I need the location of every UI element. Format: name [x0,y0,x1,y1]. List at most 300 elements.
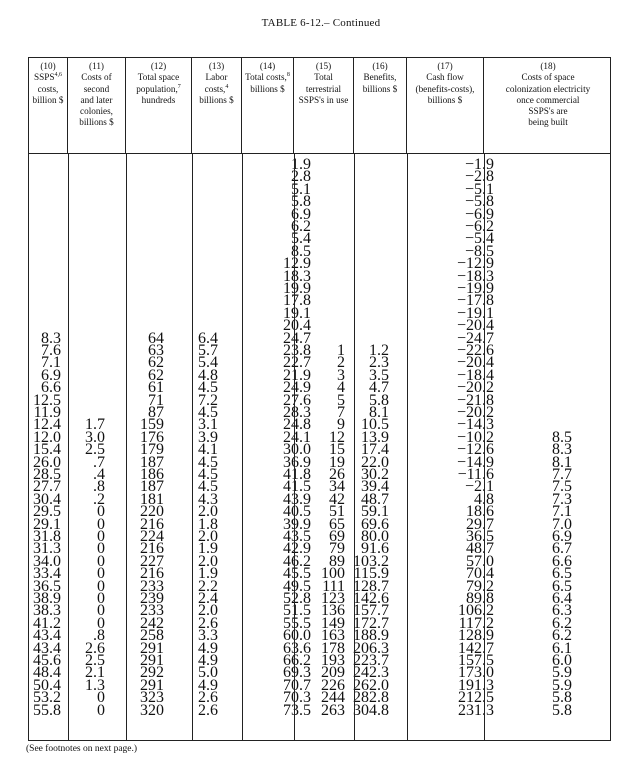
col17-cell: 36.5 [466,528,494,545]
col17-cell: −20.2 [456,404,494,421]
col18-cell: 6.4 [552,590,572,607]
col12-cell: 291 [140,676,164,694]
col17-cell: −21.8 [456,391,494,409]
col14-cell: 49.5 [283,577,311,595]
column-label-line: costs,$^4$ [204,83,229,94]
col12-cell: 63 [148,342,164,359]
col15-cell: 7 [337,404,345,421]
col10-cell: 38.9 [33,590,61,607]
col13-cell: 2.0 [198,503,218,521]
col10-cell: 31.8 [33,528,61,545]
col14-cell: 27.6 [283,391,311,409]
footnote-ref: 4,6 [54,72,62,79]
col12-cell: 216 [140,540,164,558]
col17-cell: 57.0 [466,552,494,570]
col16-cell: 13.9 [361,428,389,446]
col15-cell: 89 [329,552,345,570]
column-number: (18) [540,61,556,71]
col15-cell: 123 [321,590,345,607]
col14-cell: 18.3 [283,267,311,285]
col17-cell: 79.2 [466,577,494,595]
col13-cell: 3.1 [198,416,218,434]
col18-cell: 8.1 [552,453,572,471]
col10-cell: 30.4 [33,490,61,508]
col17-cell: −20.4 [456,354,494,372]
col12-cell: 176 [140,428,164,446]
col11-cell: 1.7 [85,416,105,434]
col17-cell: −17.8 [456,292,494,310]
col10-cell: 41.2 [33,614,61,632]
col14-cell: 23.8 [283,342,311,359]
col12-cell: 258 [140,627,164,645]
col14-cell: 2.8 [291,168,311,186]
col15-cell: 149 [321,614,345,632]
col12-cell: 187 [140,478,164,496]
footnote-ref: 8 [286,72,290,79]
col15-cell: 193 [321,652,345,669]
col10-cell: 12.5 [33,391,61,409]
col13-cell: 1.9 [198,565,218,583]
col15-cell: 79 [329,540,345,558]
col17-cell: −5.1 [464,180,494,198]
col12-cell: 61 [148,379,164,397]
col16-cell: 262.0 [353,676,389,694]
column-divider [192,153,193,740]
column-header-16 [354,58,407,153]
col15-cell: 26 [329,466,345,483]
column-number: (16) [372,61,388,71]
col10-cell: 27.7 [33,478,61,496]
col13-cell: 4.5 [198,478,218,496]
col17-cell: 231.3 [458,701,494,719]
col12-cell: 159 [140,416,164,434]
col16-cell: 282.8 [353,689,389,707]
col17-cell: −18.4 [456,366,494,384]
col17-cell: −12.9 [456,255,494,273]
column-number: (13) [208,61,225,71]
col17-cell: −22.6 [456,342,494,359]
col11-cell: 0 [97,515,105,533]
col16-cell: 22.0 [361,453,389,471]
col15-cell: 65 [329,515,345,533]
col17-cell: −6.9 [464,205,494,223]
col10-cell: 33.4 [33,565,61,583]
col16-cell: 2.3 [369,354,389,372]
col14-cell: 24.9 [283,379,311,397]
column-label-line: billions $ [427,94,463,105]
col15-cell: 5 [337,391,345,409]
col16-cell: 172.7 [353,614,389,632]
col16-cell: 206.3 [353,639,389,657]
col12-cell: 320 [140,701,164,719]
col11-cell: 0 [97,528,105,545]
col13-cell: 2.4 [198,590,218,607]
col18-cell: 6.1 [552,639,572,657]
col11-cell: 0 [97,540,105,558]
col18-cell: 6.2 [552,614,572,632]
col17-cell: 212.5 [458,689,494,707]
table-title: TABLE 6-12.– Continued [261,17,381,29]
col16-cell: 39.4 [361,478,389,496]
col18-cell: 6.7 [552,540,572,558]
col14-cell: 52.8 [283,590,311,607]
column-label-line: (benefits-costs), [415,83,475,94]
col14-cell: 45.5 [283,565,311,583]
col10-cell: 12.0 [33,428,61,446]
col17-cell: −14.3 [456,416,494,434]
col17-cell: 48.7 [466,540,494,558]
col13-cell: 4.5 [198,466,218,483]
col14-cell: 55.5 [283,614,311,632]
column-label-line: billions $ [250,83,285,94]
col12-cell: 239 [140,590,164,607]
col17-cell: 29.7 [466,515,494,533]
col10-cell: 6.6 [41,379,61,397]
col13-cell: 4.5 [198,453,218,471]
col14-cell: 36.9 [283,453,311,471]
col17-cell: −5.8 [464,193,494,211]
col10-cell: 38.3 [33,602,61,620]
col13-cell: 4.9 [198,652,218,669]
col11-cell: .8 [93,478,105,496]
col10-cell: 29.5 [33,503,61,521]
col14-cell: 60.0 [283,627,311,645]
col14-cell: 46.2 [283,552,311,570]
col14-cell: 28.3 [283,404,311,421]
col13-cell: 1.9 [198,540,218,558]
column-number: (14) [259,61,276,71]
col10-cell: 8.3 [41,329,61,347]
column-header-14 [242,58,294,153]
col11-cell: 0 [97,602,105,620]
col18-cell: 7.5 [552,478,572,496]
col16-cell: 128.7 [353,577,389,595]
col15-cell: 2 [337,354,345,372]
column-label-line: Cash flow [426,72,464,83]
col11-cell: 3.0 [85,428,105,446]
col15-cell: 1 [337,342,345,359]
col16-cell: 91.6 [361,540,389,558]
col14-cell: 73.5 [283,701,311,719]
col18-cell: 6.3 [552,602,572,620]
col11-cell: .8 [93,627,105,645]
col10-cell: 29.1 [33,515,61,533]
col10-cell: 28.5 [33,466,61,483]
col15-cell: 12 [329,428,345,446]
col13-cell: 4.9 [198,676,218,694]
col16-cell: 80.0 [361,528,389,545]
col14-cell: 22.7 [283,354,311,372]
col11-cell: 0 [97,614,105,632]
col16-cell: 188.9 [353,627,389,645]
footnote-ref: 4 [225,83,229,90]
col18-cell: 8.5 [552,428,572,446]
footnote: (See footnotes on next page.) [26,744,138,754]
column-divider [126,153,127,740]
col14-cell: 39.9 [283,515,311,533]
col12-cell: 186 [140,466,164,483]
col17-cell: 89.8 [466,590,494,607]
col12-cell: 220 [140,503,164,521]
col11-cell: 0 [97,590,105,607]
col17-cell: −18.3 [456,267,494,285]
col12-cell: 216 [140,565,164,583]
column-header-15 [294,58,354,153]
col18-cell: 6.9 [552,528,572,545]
col14-cell: 6.2 [291,218,311,235]
col14-cell: 30.0 [283,441,311,459]
col12-cell: 181 [140,490,164,508]
col14-cell: 70.3 [283,689,311,707]
col11-cell: 0 [97,565,105,583]
col17-cell: 70.4 [466,565,494,583]
col14-cell: 42.9 [283,540,311,558]
column-label-line: colonization electricity [505,83,591,94]
col13-cell: 2.6 [198,701,218,719]
col10-cell: 31.3 [33,540,61,558]
col17-cell: −20.4 [456,317,494,335]
column-label-line: Total space [137,72,180,83]
col13-cell: 5.0 [198,664,218,682]
col16-cell: 8.1 [369,404,389,421]
col17-cell: −24.7 [456,329,494,347]
column-label-line: once commercial [516,94,580,105]
col10-cell: 48.4 [33,664,61,682]
col17-cell: 117.2 [458,614,494,632]
col12-cell: 323 [140,689,164,707]
column-label-line: Costs of [81,72,112,83]
col10-cell: 43.4 [33,639,61,657]
col14-cell: 19.1 [283,304,311,322]
col11-cell: .2 [93,490,105,508]
col11-cell: 2.6 [85,639,105,657]
col14-cell: 63.6 [283,639,311,657]
col13-cell: 2.6 [198,689,218,707]
col17-cell: 4.8 [474,490,494,508]
col14-cell: 66.2 [283,652,311,669]
col13-cell: 1.8 [198,515,218,533]
col14-cell: 5.4 [291,230,311,248]
col17-cell: −6.2 [464,218,494,235]
column-label-line: billion $ [32,94,64,105]
column-divider [242,153,243,740]
col14-cell: 5.1 [291,180,311,198]
col14-cell: 5.8 [291,193,311,211]
col14-cell: 6.9 [291,205,311,223]
col13-cell: 4.1 [198,441,218,459]
col14-cell: 24.7 [283,329,311,347]
col15-cell: 263 [321,701,345,719]
column-number: (10) [40,61,56,71]
col11-cell: 2.5 [85,441,105,459]
col13-cell: 4.3 [198,490,218,508]
col10-cell: 12.4 [33,416,61,434]
col18-cell: 6.5 [552,565,572,583]
col12-cell: 233 [140,602,164,620]
col17-cell: 106.2 [458,602,494,620]
col12-cell: 224 [140,528,164,545]
col10-cell: 50.4 [33,676,61,694]
column-label-line: billions $ [79,117,114,128]
col14-cell: 24.8 [283,416,311,434]
col16-cell: 48.7 [361,490,389,508]
col14-cell: 69.3 [283,664,311,682]
col12-cell: 291 [140,652,164,669]
col16-cell: 5.8 [369,391,389,409]
col18-cell: 5.9 [552,664,572,682]
col18-cell: 6.2 [552,627,572,645]
col14-cell: 19.9 [283,280,311,297]
col13-cell: 4.8 [198,366,218,384]
col10-cell: 6.9 [41,366,61,384]
col18-cell: 6.6 [552,552,572,570]
col14-cell: 20.4 [283,317,311,335]
col16-cell: 142.6 [353,590,389,607]
col13-cell: 4.5 [198,379,218,397]
col17-cell: 191.3 [458,676,494,694]
column-number: (17) [437,61,453,71]
col18-cell: 6.5 [552,577,572,595]
col16-cell: 157.7 [353,602,389,620]
column-header-13 [192,58,242,153]
column-label-line: Costs of space [521,72,575,83]
column-label-line: Total costs,$^8$ [245,72,290,83]
col17-cell: −2.1 [464,478,494,496]
col14-cell: 43.5 [283,528,311,545]
col13-cell: 2.0 [198,552,218,570]
col13-cell: 6.4 [198,329,218,347]
col14-cell: 70.7 [283,676,311,694]
col10-cell: 7.1 [41,354,61,372]
col10-cell: 34.0 [33,552,61,570]
col10-cell: 55.8 [33,701,61,719]
col11-cell: .7 [93,453,105,471]
col15-cell: 111 [322,577,345,595]
col17-cell: 142.7 [458,639,494,657]
col13-cell: 4.5 [198,404,218,421]
column-label-line: terrestrial [305,83,342,94]
col18-cell: 6.0 [552,652,572,669]
data-table [28,57,611,741]
col16-cell: 3.5 [369,366,389,384]
col15-cell: 42 [329,490,345,508]
column-label-line: SSPS's in use [298,94,349,105]
col14-cell: 51.5 [283,602,311,620]
column-label-line: hundreds [141,94,176,105]
col16-cell: 17.4 [361,441,389,459]
col17-cell: 173.0 [458,664,494,682]
col12-cell: 62 [148,354,164,372]
col10-cell: 36.5 [33,577,61,595]
col10-cell: 7.6 [41,342,61,359]
col12-cell: 64 [148,329,164,347]
col15-cell: 100 [321,565,345,583]
col17-cell: −1.9 [464,156,494,173]
col14-cell: 12.9 [283,255,311,273]
col14-cell: 40.5 [283,503,311,521]
col13-cell: 5.7 [198,342,218,359]
col11-cell: 0 [97,689,105,707]
col13-cell: 4.9 [198,639,218,657]
col12-cell: 87 [148,404,164,421]
col14-cell: 17.8 [283,292,311,310]
column-label-line: SSPS$^{4,6}$ [34,72,62,83]
col12-cell: 292 [140,664,164,682]
col16-cell: 115.9 [353,565,389,583]
col17-cell: −12.6 [456,441,494,459]
col16-cell: 304.8 [353,701,389,719]
col10-cell: 45.6 [33,652,61,669]
col14-cell: 24.1 [283,428,311,446]
col17-cell: 18.6 [466,503,494,521]
col15-cell: 3 [337,366,345,384]
col18-cell: 5.9 [552,676,572,694]
col13-cell: 2.0 [198,528,218,545]
col15-cell: 51 [329,503,345,521]
column-label-line: population,$^7$ [136,83,181,94]
col12-cell: 291 [140,639,164,657]
col17-cell: −19.1 [456,304,494,322]
column-number: (11) [89,61,104,71]
col11-cell: 2.5 [85,652,105,669]
col15-cell: 4 [337,379,345,397]
col16-cell: 1.2 [369,342,389,359]
col12-cell: 216 [140,515,164,533]
column-number: (15) [315,61,332,71]
col10-cell: 53.2 [33,689,61,707]
col17-cell: −11.6 [457,466,494,483]
column-label-line: billions $ [199,94,234,105]
column-label-line: Labor [205,72,228,83]
col17-cell: −2.8 [464,168,494,186]
col15-cell: 15 [329,441,345,459]
footnote-ref: 7 [177,83,181,90]
col13-cell: 3.3 [198,627,218,645]
col16-cell: 4.7 [369,379,389,397]
col13-cell: 5.4 [198,354,218,372]
col12-cell: 233 [140,577,164,595]
col18-cell: 7.7 [552,466,572,483]
col13-cell: 2.0 [198,602,218,620]
col15-cell: 136 [321,602,345,620]
col11-cell: 2.1 [85,664,105,682]
col12-cell: 242 [140,614,164,632]
col11-cell: 0 [97,701,105,719]
col15-cell: 9 [337,416,345,434]
col15-cell: 163 [321,627,345,645]
column-header-10 [29,58,68,153]
col14-cell: 41.8 [283,466,311,483]
col15-cell: 244 [321,689,345,707]
column-label-line: Total [314,72,333,83]
col15-cell: 69 [329,528,345,545]
column-label-line: colonies, [80,106,113,117]
col13-cell: 2.2 [198,577,218,595]
column-divider [407,153,408,740]
column-header-12 [126,58,192,153]
column-number: (12) [150,61,167,71]
col14-cell: 21.9 [283,366,311,384]
col15-cell: 178 [321,639,345,657]
col13-cell: 7.2 [198,391,218,409]
col11-cell: 0 [97,552,105,570]
column-label-line: and later [80,94,113,105]
col17-cell: −20.2 [456,379,494,397]
col10-cell: 43.4 [33,627,61,645]
col18-cell: 5.8 [552,689,572,707]
col18-cell: 7.0 [552,515,572,533]
col11-cell: 0 [97,503,105,521]
